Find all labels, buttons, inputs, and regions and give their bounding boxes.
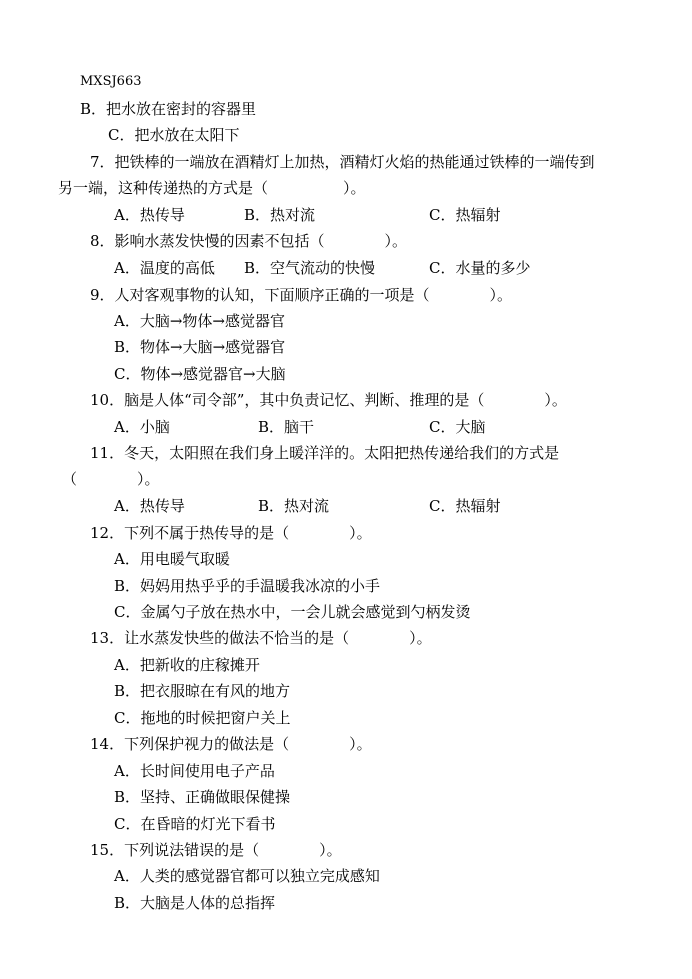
question-text: 8．影响水蒸发快慢的因素不包括（ ）。: [90, 232, 408, 250]
option-text: B．热对流: [258, 497, 330, 515]
option-text: B．把水放在密封的容器里: [80, 100, 257, 118]
option-text: C．水量的多少: [429, 259, 531, 277]
question-text: 15．下列说法错误的是（ ）。: [90, 841, 342, 859]
question-text-continued: 另一端，这种传递热的方式是（ ）。: [58, 179, 366, 197]
option-text: C．金属勺子放在热水中，一会儿就会感觉到勺柄发烫: [114, 603, 471, 621]
option-text: A．人类的感觉器官都可以独立完成感知: [114, 867, 380, 885]
option-text: A．用电暖气取暖: [114, 550, 230, 568]
question-text: 12．下列不属于热传导的是（ ）。: [90, 524, 372, 542]
option-text: C．在昏暗的灯光下看书: [114, 815, 276, 833]
option-text: A．小脑: [114, 418, 170, 436]
option-text: B．坚持、正确做眼保健操: [114, 788, 291, 806]
option-text: B．妈妈用热乎乎的手温暖我冰凉的小手: [114, 577, 381, 595]
option-text: A．把新收的庄稼摊开: [114, 656, 260, 674]
document-code: MXSJ663: [80, 74, 142, 89]
option-text: B．脑干: [258, 418, 315, 436]
option-text: C．热辐射: [429, 206, 501, 224]
option-text: B．热对流: [244, 206, 316, 224]
option-text: C．热辐射: [429, 497, 501, 515]
question-text: 11．冬天，太阳照在我们身上暖洋洋的。太阳把热传递给我们的方式是: [90, 444, 560, 462]
option-text: A．长时间使用电子产品: [114, 762, 275, 780]
question-text: 7．把铁棒的一端放在酒精灯上加热，酒精灯火焰的热能通过铁棒的一端传到: [90, 153, 595, 171]
option-text: B．物体→大脑→感觉器官: [114, 338, 286, 356]
option-text: B．把衣服晾在有风的地方: [114, 682, 291, 700]
question-text: 13．让水蒸发快些的做法不恰当的是（ ）。: [90, 629, 432, 647]
option-text: A．热传导: [114, 206, 185, 224]
option-text: C．物体→感觉器官→大脑: [114, 365, 286, 383]
option-text: C．拖地的时候把窗户关上: [114, 709, 291, 727]
question-text: 9．人对客观事物的认知，下面顺序正确的一项是（ ）。: [90, 286, 513, 304]
question-text: 14．下列保护视力的做法是（ ）。: [90, 735, 372, 753]
option-text: C．把水放在太阳下: [108, 126, 240, 144]
option-text: A．温度的高低: [114, 259, 215, 277]
option-text: A．热传导: [114, 497, 185, 515]
question-text: 10．脑是人体“司令部”，其中负责记忆、判断、推理的是（ ）。: [90, 391, 567, 409]
option-text: B．大脑是人体的总指挥: [114, 894, 276, 912]
option-text: C．大脑: [429, 418, 486, 436]
question-text-continued: （ ）。: [62, 470, 160, 488]
option-text: A．大脑→物体→感觉器官: [114, 312, 285, 330]
option-text: B．空气流动的快慢: [244, 259, 376, 277]
